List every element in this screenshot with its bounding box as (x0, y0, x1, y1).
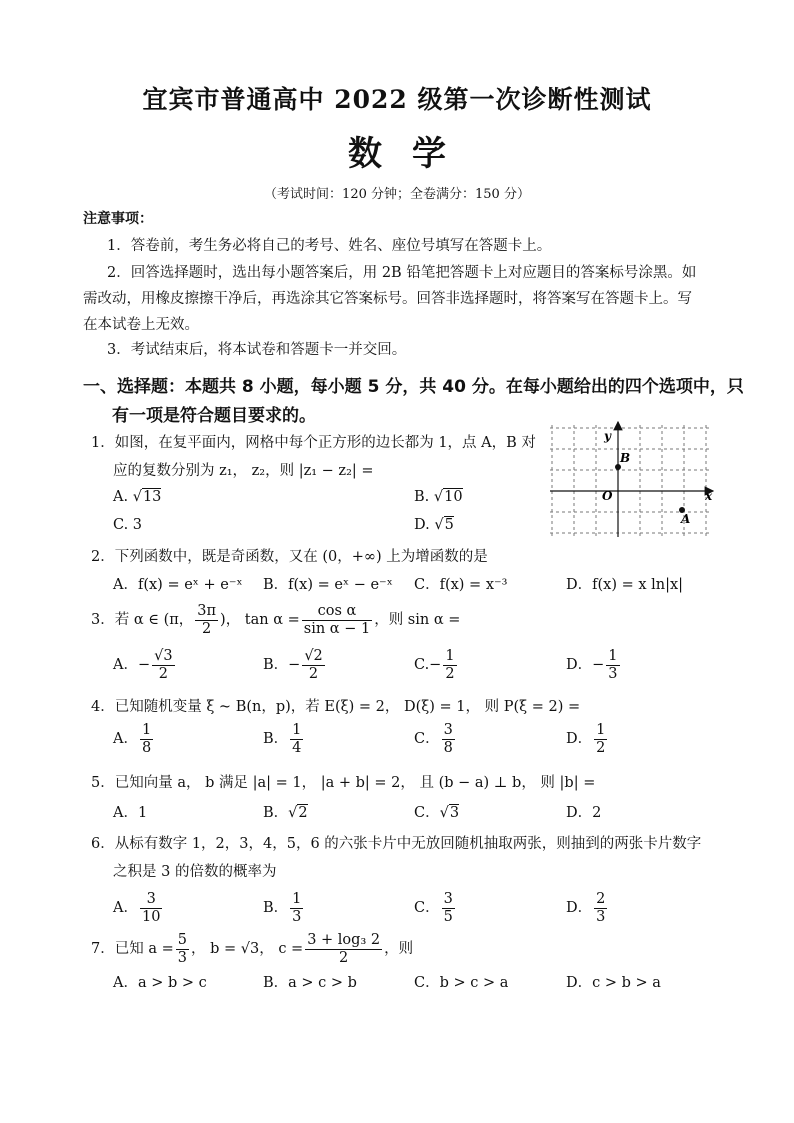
q1-option-c (113, 517, 142, 533)
q3-option-b-den: 2 (308, 665, 319, 682)
q1-option-c-value: 3 (132, 517, 143, 533)
q6-option-c (414, 891, 457, 925)
q6-option-b-den: 3 (292, 908, 302, 925)
subject-title: 数学 (348, 134, 476, 174)
section-heading: 一、选择题：本题共 8 小题，每小题 5 分，共 40 分。在每小题给出的四个选项中，只 (83, 377, 744, 397)
q3-frac1-den: 2 (202, 620, 212, 637)
q1-option-b-label: B. (414, 489, 430, 505)
q6-option-a (113, 891, 164, 925)
q4-option-a-num: 1 (141, 722, 152, 738)
q6-option-a-num: 3 (140, 891, 162, 909)
q1-grid-figure (548, 420, 718, 540)
q4-option-d-den: 2 (596, 739, 606, 756)
sqrt-icon: √ (439, 805, 449, 821)
q6-option-d-num: 2 (596, 891, 606, 907)
q5-option-b-value: 2 (298, 805, 308, 821)
q7-stem-part1: 7．已知 a = (91, 941, 174, 958)
q3-option-c-num: 1 (445, 648, 455, 664)
q7-frac-a (176, 932, 189, 966)
q6-option-a-label: A． (113, 900, 138, 917)
q3-option-c (414, 648, 459, 682)
exam-meta: （考试时间：120 分钟；全卷满分：150 分） (264, 187, 530, 202)
q6-option-c-den: 5 (443, 908, 453, 925)
q3-option-d (566, 648, 622, 682)
q4-option-c (414, 722, 457, 756)
q7-stem (91, 932, 413, 966)
exam-title: 宜宾市普通高中 2022 级第一次诊断性测试 (142, 85, 652, 114)
q2-option-c: C．f(x) = x⁻³ (414, 577, 508, 593)
q5-option-c (414, 801, 459, 822)
q3-frac1-num: 3π (197, 603, 217, 619)
q7-frac1-num: 5 (177, 932, 187, 948)
q3-option-a-num: √3 (154, 648, 173, 664)
note-item-2: 2．回答选择题时，选出每小题答案后，用 2B 铅笔把答题卡上对应题目的答案标号涂黑。如 (107, 265, 697, 281)
q7-frac1-den: 3 (177, 949, 187, 966)
q4-option-a-den: 8 (141, 739, 152, 756)
q4-option-c-label: C． (414, 731, 440, 748)
q3-option-d-den: 3 (608, 665, 618, 682)
q6-stem: 6．从标有数字 1，2，3，4，5，6 的六张卡片中无放回随机抽取两张，则抽到的两张卡片数字 (91, 836, 702, 852)
q4-option-b (263, 722, 305, 756)
q7-option-c: C．b > c > a (414, 975, 509, 991)
q1-option-a-value: 13 (142, 489, 162, 505)
q3-frac2-num: cos α (302, 603, 372, 621)
q2-stem: 2．下列函数中，既是奇函数，又在 (0，+∞) 上为增函数的是 (91, 549, 488, 565)
q3-option-c-den: 2 (445, 665, 455, 682)
q1-option-d (414, 517, 454, 533)
q4-option-a (113, 722, 155, 756)
q5-option-d: D．2 (566, 805, 602, 821)
q3-frac-3pi-2 (195, 603, 218, 637)
note-item-3: 3．考试结束后，将本试卷和答题卡一并交回。 (107, 342, 407, 358)
q5-option-b-label: B． (263, 805, 289, 821)
sqrt-icon: √ (434, 517, 444, 533)
q7-stem-part2: ， b = √3， c = (190, 941, 304, 958)
q1-option-b (414, 489, 463, 505)
q1-option-b-value: 10 (444, 489, 463, 505)
q6-option-c-label: C． (414, 900, 440, 917)
q5-option-c-value: 3 (449, 805, 460, 821)
q1-stem-cont: 应的复数分别为 z₁， z₂，则 |z₁ − z₂| = (113, 463, 374, 479)
q6-option-a-den: 10 (141, 908, 161, 925)
q4-option-c-num: 3 (443, 722, 453, 738)
q4-option-a-label: A． (113, 731, 138, 748)
q3-option-b-label: B．− (263, 657, 301, 674)
origin-label: O (602, 489, 613, 503)
sqrt-icon: √ (132, 489, 142, 505)
notes-heading: 注意事项： (83, 211, 153, 227)
q3-option-a-den: 2 (158, 665, 168, 682)
q6-option-d (566, 891, 609, 925)
q4-option-d-num: 1 (596, 722, 606, 738)
q6-option-b (263, 891, 305, 925)
q4-option-b-num: 1 (292, 722, 302, 738)
q6-option-d-label: D． (566, 900, 593, 917)
note-item-1: 1．答卷前，考生务必将自己的考号、姓名、座位号填写在答题卡上。 (107, 238, 552, 254)
q3-option-d-label: D．− (566, 657, 605, 674)
q4-option-c-den: 8 (443, 739, 453, 756)
point-a-label: A (681, 512, 691, 526)
q1-option-d-value: 5 (444, 517, 454, 533)
q7-option-a: A．a > b > c (113, 975, 207, 991)
q1-option-a (113, 489, 161, 505)
q4-option-b-den: 4 (292, 739, 302, 756)
q1-option-a-label: A. (113, 489, 129, 505)
q2-option-d: D．f(x) = x ln|x| (566, 577, 684, 593)
q4-option-d-label: D． (566, 731, 593, 748)
q2-option-b: B．f(x) = eˣ − e⁻ˣ (263, 577, 393, 593)
q4-stem: 4．已知随机变量 ξ ~ B(n，p)，若 E(ξ) = 2， D(ξ) = 1， 则 P(ξ = 2) = (91, 699, 581, 715)
q4-option-d (566, 722, 609, 756)
q3-option-c-label: C.− (414, 657, 442, 674)
section-heading-cont: 有一项是符合题目要求的。 (112, 406, 316, 426)
q3-stem (91, 603, 460, 637)
q3-stem-part3: ，则 sin α = (374, 612, 461, 629)
q6-option-b-num: 1 (292, 891, 302, 907)
q3-option-a-label: A．− (113, 657, 151, 674)
sqrt-icon: √ (433, 489, 444, 505)
q5-option-a: A．1 (113, 805, 148, 821)
q3-frac2-den: sin α − 1 (303, 620, 371, 637)
q6-option-c-num: 3 (443, 891, 453, 907)
note-item-2-end: 在本试卷上无效。 (83, 317, 199, 333)
q3-stem-part2: )， tan α = (220, 612, 300, 629)
q1-stem: 1．如图，在复平面内，网格中每个正方形的边长都为 1，点 A，B 对 (91, 435, 536, 451)
q6-option-b-label: B． (263, 900, 289, 917)
q3-option-b-num: √2 (304, 648, 323, 664)
q3-option-b (263, 648, 327, 682)
q1-option-d-label: D. (414, 517, 430, 533)
q3-frac-tan (302, 603, 372, 637)
q7-frac2-num: 3 + log₃ 2 (307, 932, 381, 948)
sqrt-icon: √ (288, 805, 298, 821)
q1-option-c-label: C. (113, 517, 129, 533)
q5-option-b (263, 801, 308, 822)
q7-option-d: D．c > b > a (566, 975, 661, 991)
q3-option-a (113, 648, 177, 682)
q7-option-b: B．a > c > b (263, 975, 357, 991)
q7-frac-c (305, 932, 382, 966)
q6-option-d-den: 3 (596, 908, 606, 925)
x-axis-label: x (705, 489, 713, 503)
note-item-2-cont: 需改动，用橡皮擦擦干净后，再选涂其它答案标号。回答非选择题时，将答案写在答题卡上。写 (83, 291, 692, 307)
q6-stem-cont: 之积是 3 的倍数的概率为 (113, 864, 277, 880)
q5-option-c-label: C． (414, 805, 440, 821)
q7-frac2-den: 2 (339, 949, 349, 966)
y-axis-label: y (604, 429, 611, 443)
q3-option-d-num: 1 (608, 648, 618, 664)
q5-stem: 5．已知向量 a， b 满足 |a| = 1， |a + b| = 2， 且 (b − a) ⊥ b， 则 |b| = (91, 775, 596, 791)
q3-stem-part1: 3．若 α ∈ (π， (91, 612, 194, 629)
q4-option-b-label: B． (263, 731, 289, 748)
q2-option-a: A．f(x) = eˣ + e⁻ˣ (113, 577, 243, 593)
point-b-label: B (620, 451, 631, 465)
q7-stem-part3: ，则 (384, 941, 414, 958)
